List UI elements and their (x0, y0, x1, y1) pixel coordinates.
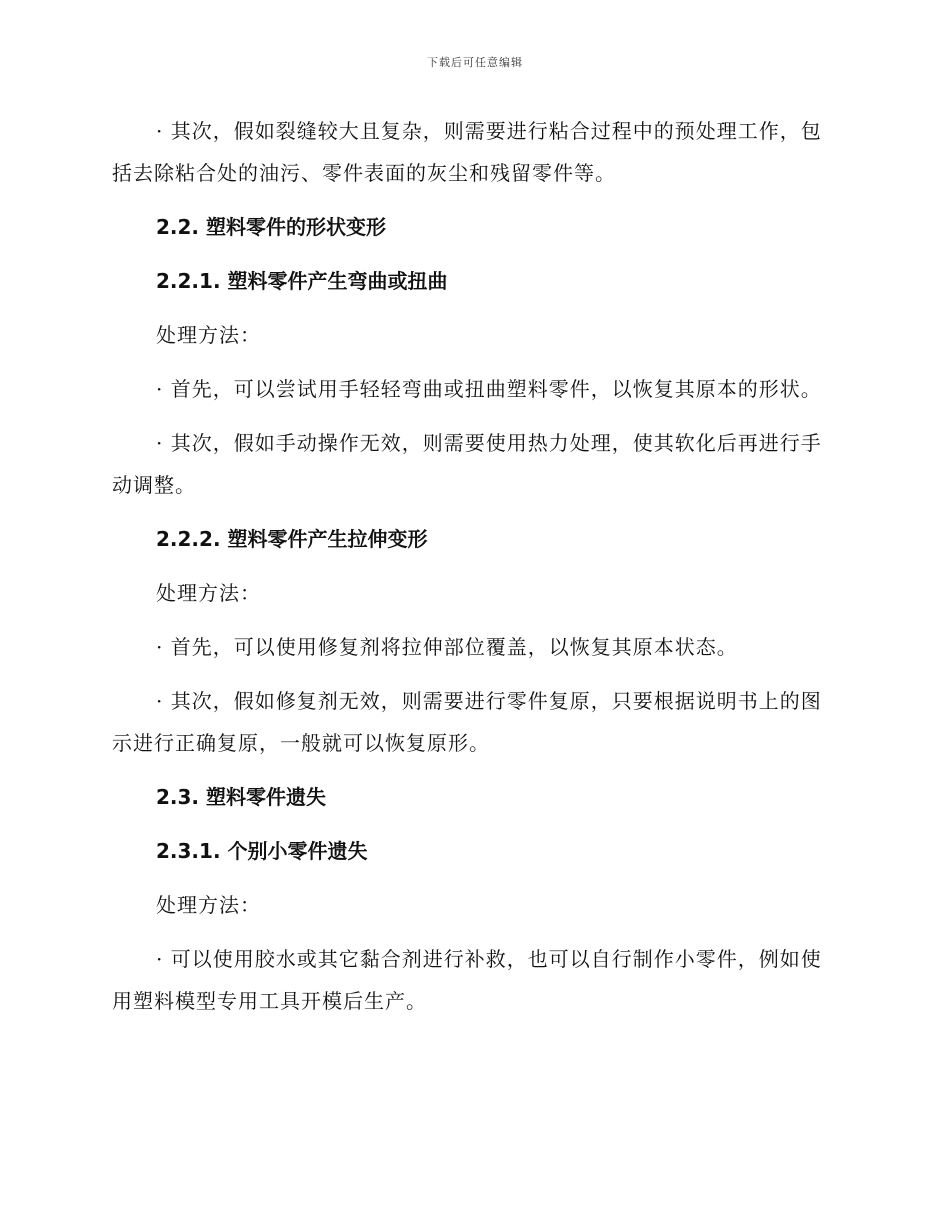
paragraph: · 首先，可以尝试用手轻轻弯曲或扭曲塑料零件，以恢复其原本的形状。 (156, 377, 822, 401)
paragraph: · 其次，假如修复剂无效，则需要进行零件复原，只要根据说明书上的图示进行正确复原，一般就可以恢复原形。 (112, 689, 822, 755)
section-heading: 2.3. 塑料零件遗失 (156, 785, 326, 809)
page-header: 下载后可任意编辑 (427, 56, 523, 69)
subsection-heading: 2.2.2. 塑料零件产生拉伸变形 (156, 527, 428, 551)
subsection-heading: 2.3.1. 个别小零件遗失 (156, 839, 368, 863)
section-heading: 2.2. 塑料零件的形状变形 (156, 215, 386, 239)
paragraph: 处理方法： (156, 893, 261, 917)
paragraph: · 首先，可以使用修复剂将拉伸部位覆盖，以恢复其原本状态。 (156, 635, 738, 659)
paragraph: · 可以使用胶水或其它黏合剂进行补救，也可以自行制作小零件，例如使用塑料模型专用工具开模后生产。 (112, 947, 822, 1013)
subsection-heading: 2.2.1. 塑料零件产生弯曲或扭曲 (156, 269, 448, 293)
document-body (112, 110, 828, 1034)
paragraph: 处理方法： (156, 581, 261, 605)
paragraph: · 其次，假如裂缝较大且复杂，则需要进行粘合过程中的预处理工作，包括去除粘合处的油污、零件表面的灰尘和残留零件等。 (112, 119, 822, 185)
paragraph: · 其次，假如手动操作无效，则需要使用热力处理，使其软化后再进行手动调整。 (112, 431, 822, 497)
paragraph: 处理方法： (156, 323, 261, 347)
